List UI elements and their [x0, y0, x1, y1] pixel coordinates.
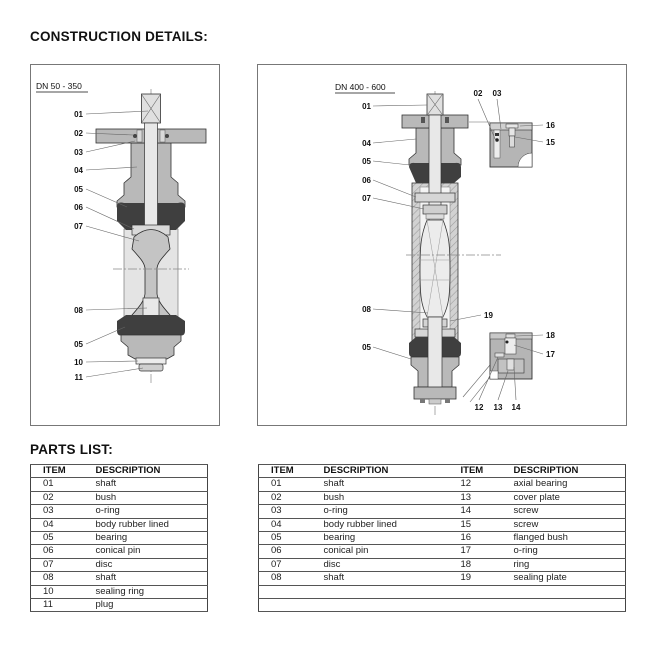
table-cell: [321, 599, 449, 612]
table-cell: cover plate: [511, 491, 626, 504]
table-cell: [259, 585, 321, 598]
table-row: [259, 491, 626, 504]
table-cell: plug: [93, 599, 208, 612]
table-cell: sealing ring: [93, 585, 208, 598]
conical-pin: [415, 193, 455, 202]
table-cell: [449, 585, 511, 598]
sealing-ring: [136, 358, 166, 364]
callouts-left-diagram: [74, 110, 83, 382]
table-row: [259, 558, 626, 571]
callout-07: 07: [74, 222, 83, 231]
column-header: DESCRIPTION: [93, 465, 208, 478]
callouts-right-diagram: [362, 102, 371, 352]
callout-06: 06: [362, 176, 371, 185]
table-row: [31, 478, 208, 491]
callout-01: 01: [362, 102, 371, 111]
table-cell: [259, 599, 321, 612]
column-header: ITEM: [31, 465, 93, 478]
table-row: [259, 545, 626, 558]
table-row: [31, 532, 208, 545]
table-cell: 19: [449, 572, 511, 585]
diagram-dn400-600: [257, 64, 627, 426]
table-cell: bush: [93, 491, 208, 504]
callout-05b: 05: [74, 340, 83, 349]
table-row: [259, 478, 626, 491]
table-cell: 06: [259, 545, 321, 558]
upper-shaft: [142, 94, 161, 229]
table-cell: bush: [321, 491, 449, 504]
callout-04: 04: [362, 139, 371, 148]
table-cell: sealing plate: [511, 572, 626, 585]
callout-05: 05: [362, 157, 371, 166]
diagram-dn50-350: [30, 64, 220, 426]
table-cell: flanged bush: [511, 532, 626, 545]
table-cell: 07: [31, 558, 93, 571]
plug: [139, 364, 163, 371]
callout-15: 15: [546, 138, 555, 147]
callout-05b: 05: [362, 343, 371, 352]
table-cell: 11: [31, 599, 93, 612]
callouts-detail-bottom: [475, 403, 521, 412]
callouts-detail-top-right: [546, 121, 555, 147]
parts-table-dn50-350: [30, 464, 208, 612]
table-cell: o-ring: [321, 505, 449, 518]
table-cell: 14: [449, 505, 511, 518]
callout-03: 03: [492, 89, 502, 98]
table-row: [31, 572, 208, 585]
callout-06: 06: [74, 203, 83, 212]
table-row: [31, 491, 208, 504]
table-cell: 03: [31, 505, 93, 518]
callout-16: 16: [546, 121, 555, 130]
table-cell: 16: [449, 532, 511, 545]
table-cell: ring: [511, 558, 626, 571]
table-cell: 10: [31, 585, 93, 598]
table-cell: 12: [449, 478, 511, 491]
callout-08: 08: [362, 305, 371, 314]
table-row: [31, 558, 208, 571]
table-cell: shaft: [93, 478, 208, 491]
callouts-detail-top: [474, 89, 502, 98]
table-cell: [511, 599, 626, 612]
table-cell: body rubber lined: [321, 518, 449, 531]
diagram-title-dn400-600: DN 400 - 600: [335, 82, 386, 92]
bottom-bearing: [117, 315, 185, 336]
lower-shaft: [428, 317, 442, 391]
table-cell: conical pin: [321, 545, 449, 558]
table-cell: shaft: [321, 478, 449, 491]
table-row: [259, 572, 626, 585]
column-header: DESCRIPTION: [321, 465, 449, 478]
callout-12: 12: [474, 403, 484, 412]
table-cell: 06: [31, 545, 93, 558]
table-cell: 17: [449, 545, 511, 558]
diagram-title-dn50-350: DN 50 - 350: [36, 81, 82, 91]
table-cell: 05: [259, 532, 321, 545]
table-header-row: [31, 465, 208, 478]
table-cell: shaft: [321, 572, 449, 585]
construction-details-heading: CONSTRUCTION DETAILS:: [30, 29, 208, 44]
table-cell: 02: [259, 491, 321, 504]
table-cell: [511, 585, 626, 598]
callout-13: 13: [493, 403, 503, 412]
callout-08: 08: [74, 306, 83, 315]
callout-19: 19: [484, 311, 493, 320]
table-cell: [449, 599, 511, 612]
table-cell: conical pin: [93, 545, 208, 558]
table-cell: 01: [259, 478, 321, 491]
table-row: [259, 599, 626, 612]
table-cell: o-ring: [511, 545, 626, 558]
table-cell: 07: [259, 558, 321, 571]
table-cell: 02: [31, 491, 93, 504]
table-cell: 04: [259, 518, 321, 531]
callouts-detail-bottom-right: [546, 331, 555, 359]
table-cell: 01: [31, 478, 93, 491]
table-row: [259, 505, 626, 518]
column-header: ITEM: [259, 465, 321, 478]
table-cell: bearing: [93, 532, 208, 545]
table-cell: disc: [93, 558, 208, 571]
callout-05: 05: [74, 185, 83, 194]
table-cell: body rubber lined: [93, 518, 208, 531]
callout-14: 14: [511, 403, 521, 412]
bottom-flange: [414, 387, 456, 404]
table-cell: 08: [259, 572, 321, 585]
table-cell: 04: [31, 518, 93, 531]
table-cell: 03: [259, 505, 321, 518]
valve-drawing-dn400-600: [258, 65, 626, 425]
callout-01: 01: [74, 110, 83, 119]
table-row: [31, 545, 208, 558]
table-cell: [321, 585, 449, 598]
table-cell: 15: [449, 518, 511, 531]
table-cell: o-ring: [93, 505, 208, 518]
table-cell: 05: [31, 532, 93, 545]
callout-11: 11: [74, 373, 83, 382]
table-row: [31, 518, 208, 531]
callout-10: 10: [74, 358, 83, 367]
table-cell: disc: [321, 558, 449, 571]
callout-04: 04: [74, 166, 83, 175]
table-cell: shaft: [93, 572, 208, 585]
parts-list-heading: PARTS LIST:: [30, 442, 113, 457]
table-cell: 08: [31, 572, 93, 585]
table-row: [259, 518, 626, 531]
table-row: [31, 599, 208, 612]
detail-view-top: [469, 122, 532, 167]
table-cell: 18: [449, 558, 511, 571]
table-cell: axial bearing: [511, 478, 626, 491]
callout-02: 02: [74, 129, 83, 138]
callout-17: 17: [546, 350, 555, 359]
parts-table-dn400-600: [258, 464, 626, 612]
callout-18: 18: [546, 331, 555, 340]
valve-disc: [420, 220, 450, 317]
table-cell: screw: [511, 505, 626, 518]
bottom-neck: [121, 335, 181, 359]
table-header-row: [259, 465, 626, 478]
table-cell: screw: [511, 518, 626, 531]
table-row: [31, 505, 208, 518]
valve-drawing-dn50-350: [31, 65, 219, 425]
table-cell: 13: [449, 491, 511, 504]
column-header: ITEM: [449, 465, 511, 478]
table-row: [259, 585, 626, 598]
table-row: [259, 532, 626, 545]
callout-02: 02: [473, 89, 483, 98]
callout-07: 07: [362, 194, 371, 203]
table-row: [31, 585, 208, 598]
table-cell: bearing: [321, 532, 449, 545]
callout-03: 03: [74, 148, 83, 157]
disc-hub: [423, 205, 447, 219]
column-header: DESCRIPTION: [511, 465, 626, 478]
detail-view-bottom: [463, 333, 532, 402]
